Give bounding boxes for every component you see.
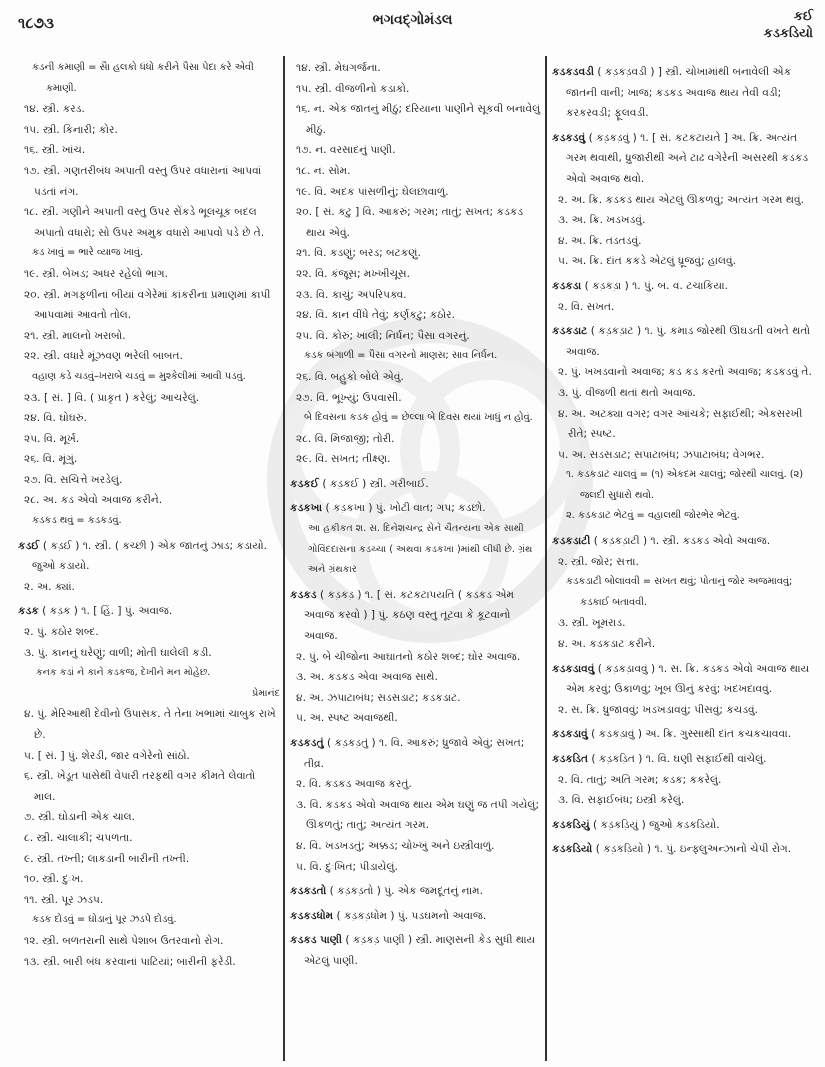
dictionary-entry xyxy=(552,724,817,745)
dictionary-entry xyxy=(290,498,542,519)
sense-definition: ૩. વિ. સફાઈબંધ; ઇસ્ત્રી કરેલું. xyxy=(558,794,685,807)
entry-definition: ( કડ઼કડ઼તું ) ૧. વિ. આકરું; ધ્રુજાવે એવું; સખત; તીવ્ર. xyxy=(304,737,525,770)
guide-word-last: કડકડિયો xyxy=(763,26,813,41)
sense-definition: ૨૫. વિ. મૂર્ખ. xyxy=(24,432,80,445)
sense-definition: ૨. અ. ક્યાં. xyxy=(24,580,75,593)
sense-definition: ૩. વિ. કડકડ એવો અવાજ થાય એમ ઘણું જ તપી ગયેલું; ઊકળતું; તાતું; અત્યંત ગરમ. xyxy=(296,798,540,832)
sense-definition: ૨. સ્ત્રી. જોર; સત્તા. xyxy=(558,555,639,568)
sense-definition: ૧૮. ન. સોમ. xyxy=(296,164,351,177)
entry-definition: ( કડ઼કઈ ) સ્ત્રી. ગરીબાઈ. xyxy=(322,477,429,490)
entry-headword: કડકડિયું xyxy=(552,818,590,831)
dictionary-entry xyxy=(290,906,542,927)
guide-words xyxy=(764,8,813,42)
sense-definition: ૨૪. વિ. ઘોઘરું. xyxy=(24,412,87,425)
sense-definition: ૨૨. વિ. કંજૂસ; મખ્ખીચૂસ. xyxy=(296,267,410,280)
sense-definition: ૪. અ. અટક્યા વગર; વગર આંચકે; સફાઈથી; એકસરખી રીતે; સ્પષ્ટ. xyxy=(558,407,803,441)
sense-definition: ૮. સ્ત્રી. ચાલાકી; ચપળતા. xyxy=(24,831,133,844)
sense-definition: ૨. વિ. તાતું; અતિ ગરમ; કડક; કકરેલું. xyxy=(558,773,722,786)
sense-definition: ૧૭. ન. વરસાદનું પાણી. xyxy=(296,144,396,157)
idiom-usage: કડની કમાણી = સાૈ હલકો ધંધો કરીને પૈસા પેદા કરે એવી કમાણી. xyxy=(32,62,254,94)
idiom-usage: બે દિવસના કડક હોવું = છેલ્લા બે દિવસ થયાં ખાધું ન હોવું. xyxy=(304,412,533,424)
sense-definition: ૨. અ. ક્રિ. કડકડ થાય એટલું ઊકળવું; અત્યંત ગરમ થવું. xyxy=(558,193,804,206)
sense-definition: ૨૩. [ સં. ] વિ. ( પ્રાકૃત ) કરેલું; આચરેલું. xyxy=(24,391,200,404)
dictionary-entry xyxy=(552,62,817,124)
sense-definition: ૫. અ. ક્રિ. દાંત કકડે એટલું ધ્રૂજવું; હાલવું. xyxy=(558,255,737,268)
sense-definition: ૨૩. વિ. કાચું; અપરિપક્વ. xyxy=(296,288,407,301)
entry-headword: કડકડાવું xyxy=(552,728,588,741)
entry-definition: ( કડ઼કડ઼ પાણી ) સ્ત્રી. માણસની કેડ સુધી થાય એટલું પાણી. xyxy=(304,934,536,967)
sense-definition: ૧૨. સ્ત્રી. બળતરાની સાથે પેશાબ ઉતરવાનો રોગ. xyxy=(24,934,224,947)
sense-definition: ૧૪. સ્ત્રી. મેઘગર્જના. xyxy=(296,62,381,74)
sense-definition: ૯. સ્ત્રી. તખ્તી; લાકડાની બારીની તખ્તી. xyxy=(24,852,190,865)
column-divider-right xyxy=(545,56,547,1061)
entry-definition: ( કડ઼કડ઼ાવું ) અ. ક્રિ. ગુસ્સાથી દાંત કચકચાવવા. xyxy=(591,728,792,741)
entry-definition: ( કડ઼કડ઼ાટ ) ૧. પું. કમાડ જોરથી ઊઘડતી વખતે થતો અવાજ. xyxy=(566,325,811,358)
entry-headword: કડકડિયો xyxy=(552,843,593,856)
sense-definition: ૫. [ સં. ] પું. શેરડી, જાર વગેરેનો સાંઠો. xyxy=(24,749,190,762)
idiom-usage: ૧. કડકડાટ ચાલવું = (૧) એકદમ ચાલવું; જોરથી ચાલવું. (૨) જલદી સુધારો થવો. xyxy=(566,469,804,501)
entry-headword: કડકડવું xyxy=(552,131,586,144)
entry-headword: કડકડિત xyxy=(552,753,589,765)
dictionary-entry xyxy=(290,930,542,971)
entry-headword: કડકડાટ xyxy=(552,325,588,338)
sense-definition: ૫. અ. સ્પષ્ટ અવાજથી. xyxy=(296,712,398,725)
idiom-usage: કડક બંગાળી = પૈસા વગરનો માણસ; સાવ નિર્ધન. xyxy=(304,350,498,362)
sense-definition: ૨૭. વિ. સચિત્તે ખરડેલું. xyxy=(24,473,123,486)
entry-headword: કડકડધોમ xyxy=(290,909,334,922)
column-right xyxy=(552,58,817,860)
idiom-usage: કડકડાટી બોલાવવી = સખત થવું; પોતાનું જોર અજમાવવું; કડકાઈ બતાવવી. xyxy=(566,576,793,608)
dictionary-entry xyxy=(290,585,542,647)
sense-definition: ૨૮. અ. કડ એવો અવાજ કરીને. xyxy=(24,494,163,507)
column-middle xyxy=(290,58,542,972)
sense-definition: ૧૯. સ્ત્રી. બેખડ; અધર રહેલો ભાગ. xyxy=(24,267,168,280)
guide-word-first: કઈ xyxy=(793,9,813,24)
citation-quote: કનક કડાં ને કાને કડકજ, દેખીને મન મોહેછ. xyxy=(36,667,211,679)
sense-definition: ૫. વિ. દુઃખિત; પીડાયેલું. xyxy=(296,860,398,873)
entry-definition: ( કડ઼કડ઼િત ) ૧. વિ. ઘણી સફાઈથી વાંચેલું. xyxy=(591,753,767,765)
page-number: ૧૮૭૩ xyxy=(18,14,55,32)
sense-definition: ૧૫. સ્ત્રી. વીજળીનો કડાકો. xyxy=(296,82,410,95)
page-header xyxy=(0,0,825,56)
sense-definition: ૨૫. વિ. કોરું; ખાલી; નિર્ધન; પૈસા વગરનું. xyxy=(296,329,470,342)
idiom-usage: કડક દોડવું = ઘોડાનું પૂર ઝડપે દોડવું. xyxy=(32,914,177,926)
sense-definition: ૨. પું. કઠોર શબ્દ. xyxy=(24,626,99,639)
sense-definition: ૧૭. સ્ત્રી. ગણતરીબંધ અપાતી વસ્તુ ઉપર વધારાનાં આપવાં પડતાં નંગ. xyxy=(24,164,262,198)
idiom-usage: કડ ખાવું = ભારે વ્યાજ ખાવું. xyxy=(32,247,144,259)
sense-definition: ૪. અ. ક્રિ. તડતડવું. xyxy=(558,234,642,247)
sense-definition: ૭. સ્ત્રી. ઘોડાની એક ચાલ. xyxy=(24,811,136,824)
entry-definition: ( કડ઼કડ઼ાટી ) ૧. સ્ત્રી. કડકડ એવો અવાજ. xyxy=(593,535,771,548)
entry-definition: ( કડ઼ઈ ) ૧. સ્ત્રી. ( કચ્છી ) એક જાતનું ઝાડ; કડાયો. જુઓ કડાયો. xyxy=(32,539,268,573)
sense-definition: ૨૬. વિ. મૂંગું. xyxy=(24,453,78,466)
dictionary-entry xyxy=(290,733,542,774)
entry-definition: ( કડ઼કડ઼વડી ) ] સ્ત્રી. ચોખામાંથી બનાવેલી એક જાતની વાની; ખાજ; કડકડ અવાજ થાય તેવી વડી; કરકરવડી; ફૂલવડી. xyxy=(566,66,792,120)
sense-definition: ૧૬. સ્ત્રી. ખાંચ. xyxy=(24,144,86,157)
sense-definition: ૧૩. સ્ત્રી. બારી બંધ કરવાનાં પાટિયાં; બારીની ફરેડી. xyxy=(24,955,236,968)
idiom-usage: ૨. કડકડાટ ભેટવું = વહાલથી જોરભેર ભેટવું. xyxy=(566,510,740,522)
entry-headword: કડકડ xyxy=(290,588,317,601)
sense-definition: ૪. અ. ઝપાટાબંધ; સડસડાટ; કડકડાટ. xyxy=(296,691,461,704)
sense-definition: ૪. વિ. ખડખડતું; અક્કડ; ચોખ્ખું અને ઇસ્ત્રીવાળું. xyxy=(296,839,495,852)
sense-definition: ૨૧. સ્ત્રી. માલનો ખરાબો. xyxy=(24,329,126,342)
sense-definition: ૬. સ્ત્રી. ખેડૂત પાસેથી વેપારી તરફથી વગર કીમતે લેવાતો માલ. xyxy=(24,770,256,803)
sense-definition: ૧૮. સ્ત્રી. ગણીને અપાતી વસ્તુ ઉપર સેંકડે ભૂલચૂક બદલ અપાતો વધારો; સો ઉપર અમુક વધારો આપવો પડે છે તે. xyxy=(24,206,265,239)
sense-definition: ૩. પું. કાનનું ઘરેણું; વાળી; મોતી ઘાલેલી કડી. xyxy=(24,646,212,659)
entry-definition: ( કડ઼કડ઼િયો ) ૧. પું. ઇન્ફ્લુઅન્ઝાનો ચેપી રોગ. xyxy=(595,843,792,856)
dictionary-entry xyxy=(552,839,817,860)
entry-definition: ( કડ઼કડ઼િયું ) જુઓ કડકડિયો. xyxy=(593,818,720,831)
sense-definition: ૩. અ. કડકડ એવા અવાજ સાથે. xyxy=(296,671,438,684)
book-title: ભગવદ્ગોમંડલ xyxy=(372,12,453,28)
sense-definition: ૨. પું. ખખડવાનો અવાજ; કડ કડ કરતો અવાજ; કડકડવું તે. xyxy=(558,366,812,379)
sense-definition: ૨૯. વિ. સખત; તીક્ષ્ણ. xyxy=(296,453,391,466)
idiom-usage: કડકડ થવું = કડકડવું. xyxy=(32,515,122,527)
sense-definition: ૧૪. સ્ત્રી. કરડ. xyxy=(24,103,85,116)
sense-definition: ૨. સ. ક્રિ. ધ્રુજાવવું; ખડખડાવવું; પીસવું; કચડવું. xyxy=(558,703,759,716)
dictionary-entry xyxy=(18,536,280,577)
entry-headword: કડકડતો xyxy=(290,885,327,898)
sense-definition: ૪. પું. મેરિઆથી દેવીનો ઉપાસક. તે તેના ખભામાં ચાબુક રાખે છે. xyxy=(24,708,276,741)
sense-definition: ૨૬. વિ. બહુ઼કો બોલે એવું. xyxy=(296,370,404,383)
entry-headword: કડકડતું xyxy=(290,737,324,749)
dictionary-entry xyxy=(552,276,817,297)
sense-definition: ૧૬. ન. એક જાતનું મીઠું; દરિયાના પાણીને સૂકવી બનાવેલું મીઠું. xyxy=(296,103,541,136)
entry-headword: કડક xyxy=(18,605,39,618)
entry-definition: ( કડ઼કડ઼ ) ૧. [ સં. કટકટાપયતિ ( કડકડ એમ અવાજ કરવો ) ] પું. કઠણ વસ્તુ તૂટવા કે કૂટવાનો અવાજ. xyxy=(304,588,515,643)
sense-definition: ૫. અ. સડસડાટ; સપાટાબંધ; ઝપાટાબંધ; વેગભર. xyxy=(558,448,765,461)
sense-definition: ૩. પું. વીજળી થતાં થતો અવાજ. xyxy=(558,386,696,399)
column-left xyxy=(18,58,280,972)
dictionary-entry xyxy=(290,881,542,902)
dictionary-entry xyxy=(552,531,817,552)
sense-definition: ૨. પું. બે ચીજોના આઘાતનો કઠોર શબ્દ; ઘોર અવાજ. xyxy=(296,650,521,663)
sense-definition: ૨૭. વિ. ભૂખ્યું; ઉપવાસી. xyxy=(296,391,402,404)
dictionary-entry xyxy=(290,474,542,495)
sense-definition: ૨૧. વિ. કડણું; બરડ; બટકણું. xyxy=(296,247,421,260)
dictionary-entry xyxy=(552,749,817,770)
entry-headword: કડકડાટી xyxy=(552,535,591,548)
entry-definition: ( કડ઼કડ઼ાવવું ) ૧. સ. ક્રિ. કડકડ એવો અવાજ થાય એમ કરવું; ઉકાળવું; ખૂબ ઊનું કરવું; ખદખદાવવું. xyxy=(566,662,810,696)
entry-definition: ( કડ઼કડ઼તો ) પું. એક જમદૂતનું નામ. xyxy=(329,885,483,898)
sense-definition: ૧૫. સ્ત્રી. કિનારી; કોર. xyxy=(24,123,118,136)
dictionary-entry xyxy=(552,128,817,190)
entry-headword: કડકડાવવું xyxy=(552,662,595,675)
sense-definition: ૨. વિ. સખત. xyxy=(558,300,615,313)
entry-headword: કડકડ પાણી xyxy=(290,934,343,947)
dictionary-entry xyxy=(18,601,280,622)
sense-definition: ૨૮. વિ. મિજાજી; તોરી. xyxy=(296,432,395,445)
entry-definition: ( કડ઼કખા ) પું. ખોટી વાત; ગપ; કડછો. xyxy=(325,502,486,515)
sense-definition: ૨૨. સ્ત્રી. વધારે મૂંઝવણ ભરેલી બાબત. xyxy=(24,350,183,363)
entry-definition: ( કડ઼કડ઼ા ) ૧. પું. બ. વ. ટચાકિયા. xyxy=(584,279,728,292)
sense-definition: ૨. વિ. કડકડ અવાજ કરતું. xyxy=(296,778,412,791)
sense-definition: ૨૪. વિ. કાન વીંધે તેવું; કર્ણકટુ; કઠોર. xyxy=(296,309,455,322)
entry-definition: ( કડ઼ક ) ૧. [ હિં. ] પું. અવાજ. xyxy=(42,605,173,618)
entry-headword: કડકઈ xyxy=(290,477,319,490)
sense-definition: ૩. સ્ત્રી. ખૂમરાડ. xyxy=(558,617,626,630)
idiom-usage: વહાણ કડે ચડવું–ખરાબે ચડવું = મુશ્કેલીમાં આવી પડવું. xyxy=(32,370,246,382)
entry-definition: ( કડ઼કડ઼વું ) ૧. [ સં. કટકટાયતે ] અ. ક્રિ. અત્યંત ગરમ થવાથી, ધ્રુજારીથી અને ટાઢ વગેરેની અસરથી કડકડ એવો અવાજ થવો. xyxy=(566,131,809,185)
dictionary-entry xyxy=(552,321,817,362)
sense-definition: ૧૯. વિ. અદક પાંસળીનું; ઘેલછાવાળું. xyxy=(296,185,449,198)
sense-definition: ૨૦. સ્ત્રી. મગફળીનાં બીયાં વગેરેમાં કાંકરીના પ્રમાણમાં કાપી આપવામાં આવતો તોલ. xyxy=(24,288,271,322)
sense-definition: ૩. અ. ક્રિ. ખડખડવું. xyxy=(558,214,646,227)
entry-headword: કડકડવડી xyxy=(552,66,595,78)
dictionary-entry xyxy=(552,815,817,836)
citation-quote: આ હકીકત શ. સ. દિનેશચન્દ્ર સેને ચૈતન્યના એક સાથી ગોવિંદદાસના કડચ્ચા ( અથવા કડકખા )માંથી લીધી છે. ગ્રંથ અને ગ્રંથકાર xyxy=(308,523,533,576)
sense-definition: ૨૦. [ સં. કટુ ] વિ. આકરું; ગરમ; તાતું; સખત; કડકડ થાય એવું. xyxy=(296,206,524,239)
sense-definition: ૪. અ. કડકડાટ કરીને. xyxy=(558,638,656,651)
dictionary-entry xyxy=(552,659,817,700)
entry-headword: કડકડા xyxy=(552,279,582,292)
citation-author: પ્રેમાનંદ xyxy=(252,687,280,699)
entry-headword: કડઈ xyxy=(18,539,40,552)
entry-definition: ( કડ઼કડ઼ધોમ ) પું. પડઘમનો અવાજ. xyxy=(336,909,487,922)
entry-headword: કડકખા xyxy=(290,502,323,515)
sense-definition: ૧૦. સ્ત્રી. દુઃખ. xyxy=(24,873,84,886)
sense-definition: ૧૧. સ્ત્રી. પૂર ઝડપ. xyxy=(24,893,104,906)
column-divider-left xyxy=(283,56,285,1061)
